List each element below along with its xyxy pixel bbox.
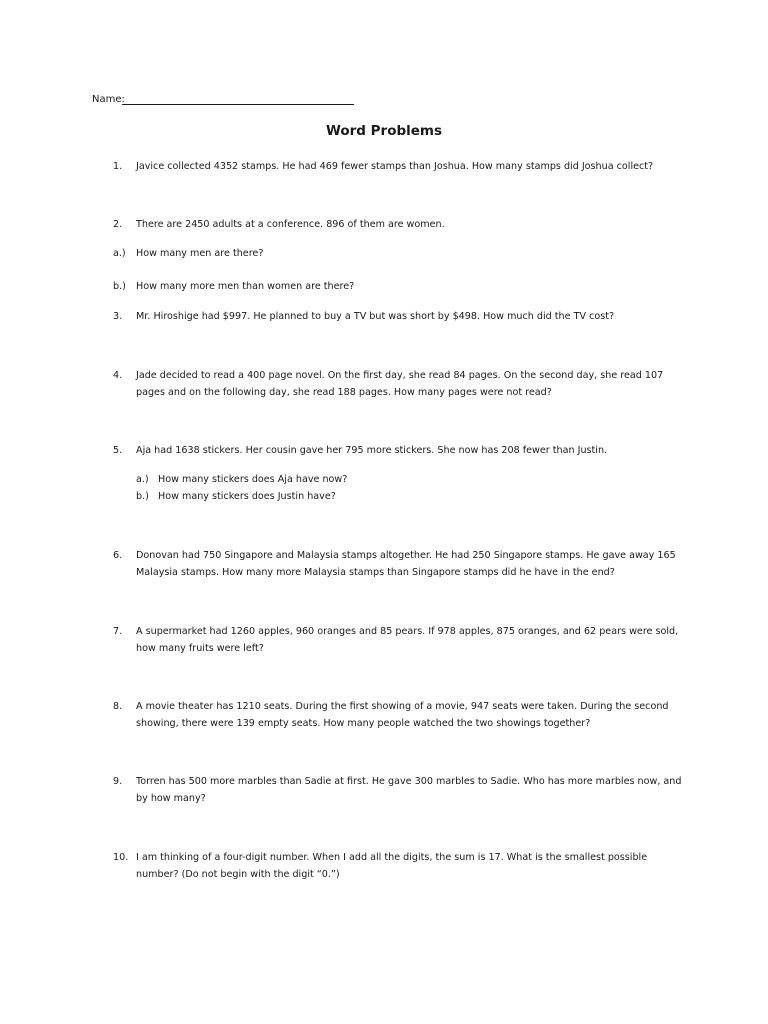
problem-9-text-line-1: Torren has 500 more marbles than Sadie at first. He gave 300 marbles to Sadie. Who has more marbles now, and bbox=[136, 776, 682, 787]
problem-9-number: 9. bbox=[113, 776, 123, 787]
problem-10-text-line-1: I am thinking of a four-digit number. When I add all the digits, the sum is 17. What is the smallest possible bbox=[136, 852, 648, 863]
problem-5a-text: How many stickers does Aja have now? bbox=[158, 474, 348, 485]
problem-7-text-line-2: how many fruits were left? bbox=[136, 643, 264, 654]
problem-7-number: 7. bbox=[113, 626, 123, 637]
problem-2-text: There are 2450 adults at a conference. 896 of them are women. bbox=[136, 219, 445, 230]
problem-5a-label: a.) bbox=[136, 474, 149, 485]
problem-8-number: 8. bbox=[113, 701, 123, 712]
name-label: Name: bbox=[92, 94, 125, 105]
problem-2-number: 2. bbox=[113, 219, 123, 230]
problem-5-number: 5. bbox=[113, 445, 123, 456]
problem-4-number: 4. bbox=[113, 370, 123, 381]
name-blank-line bbox=[122, 104, 354, 105]
problem-2a-label: a.) bbox=[113, 248, 126, 259]
problem-5b-text: How many stickers does Justin have? bbox=[158, 491, 336, 502]
problem-10-text-line-2: number? (Do not begin with the digit “0.”) bbox=[136, 869, 340, 880]
page-title: Word Problems bbox=[325, 123, 443, 139]
problem-1-text: Javice collected 4352 stamps. He had 469 fewer stamps than Joshua. How many stamps did Joshua collect? bbox=[136, 161, 654, 172]
problem-5b-label: b.) bbox=[136, 491, 149, 502]
problem-2b-text: How many more men than women are there? bbox=[136, 281, 355, 292]
problem-8-text-line-2: showing, there were 139 empty seats. How many people watched the two showings together? bbox=[136, 718, 591, 729]
problem-9-text-line-2: by how many? bbox=[136, 793, 206, 804]
problem-6-number: 6. bbox=[113, 550, 123, 561]
problem-4-text-line-2: pages and on the following day, she read 188 pages. How many pages were not read? bbox=[136, 387, 552, 398]
problem-6-text-line-1: Donovan had 750 Singapore and Malaysia stamps altogether. He had 250 Singapore stamps. He gave away 165 bbox=[136, 550, 676, 561]
problem-4-text-line-1: Jade decided to read a 400 page novel. On the first day, she read 84 pages. On the second day, she read 107 bbox=[136, 370, 664, 381]
problem-10-number: 10. bbox=[113, 852, 129, 863]
problem-3-number: 3. bbox=[113, 311, 123, 322]
problem-1-number: 1. bbox=[113, 161, 123, 172]
problem-5-text: Aja had 1638 stickers. Her cousin gave her 795 more stickers. She now has 208 fewer than Justin. bbox=[136, 445, 608, 456]
problem-2b-label: b.) bbox=[113, 281, 126, 292]
problem-7-text-line-1: A supermarket had 1260 apples, 960 oranges and 85 pears. If 978 apples, 875 oranges, and 62 pears were sold, bbox=[136, 626, 679, 637]
problem-2a-text: How many men are there? bbox=[136, 248, 264, 259]
problem-3-text: Mr. Hiroshige had $997. He planned to buy a TV but was short by $498. How much did the TV cost? bbox=[136, 311, 615, 322]
problem-6-text-line-2: Malaysia stamps. How many more Malaysia stamps than Singapore stamps did he have in the end? bbox=[136, 567, 615, 578]
problem-8-text-line-1: A movie theater has 1210 seats. During the first showing of a movie, 947 seats were taken. During the second bbox=[136, 701, 669, 712]
